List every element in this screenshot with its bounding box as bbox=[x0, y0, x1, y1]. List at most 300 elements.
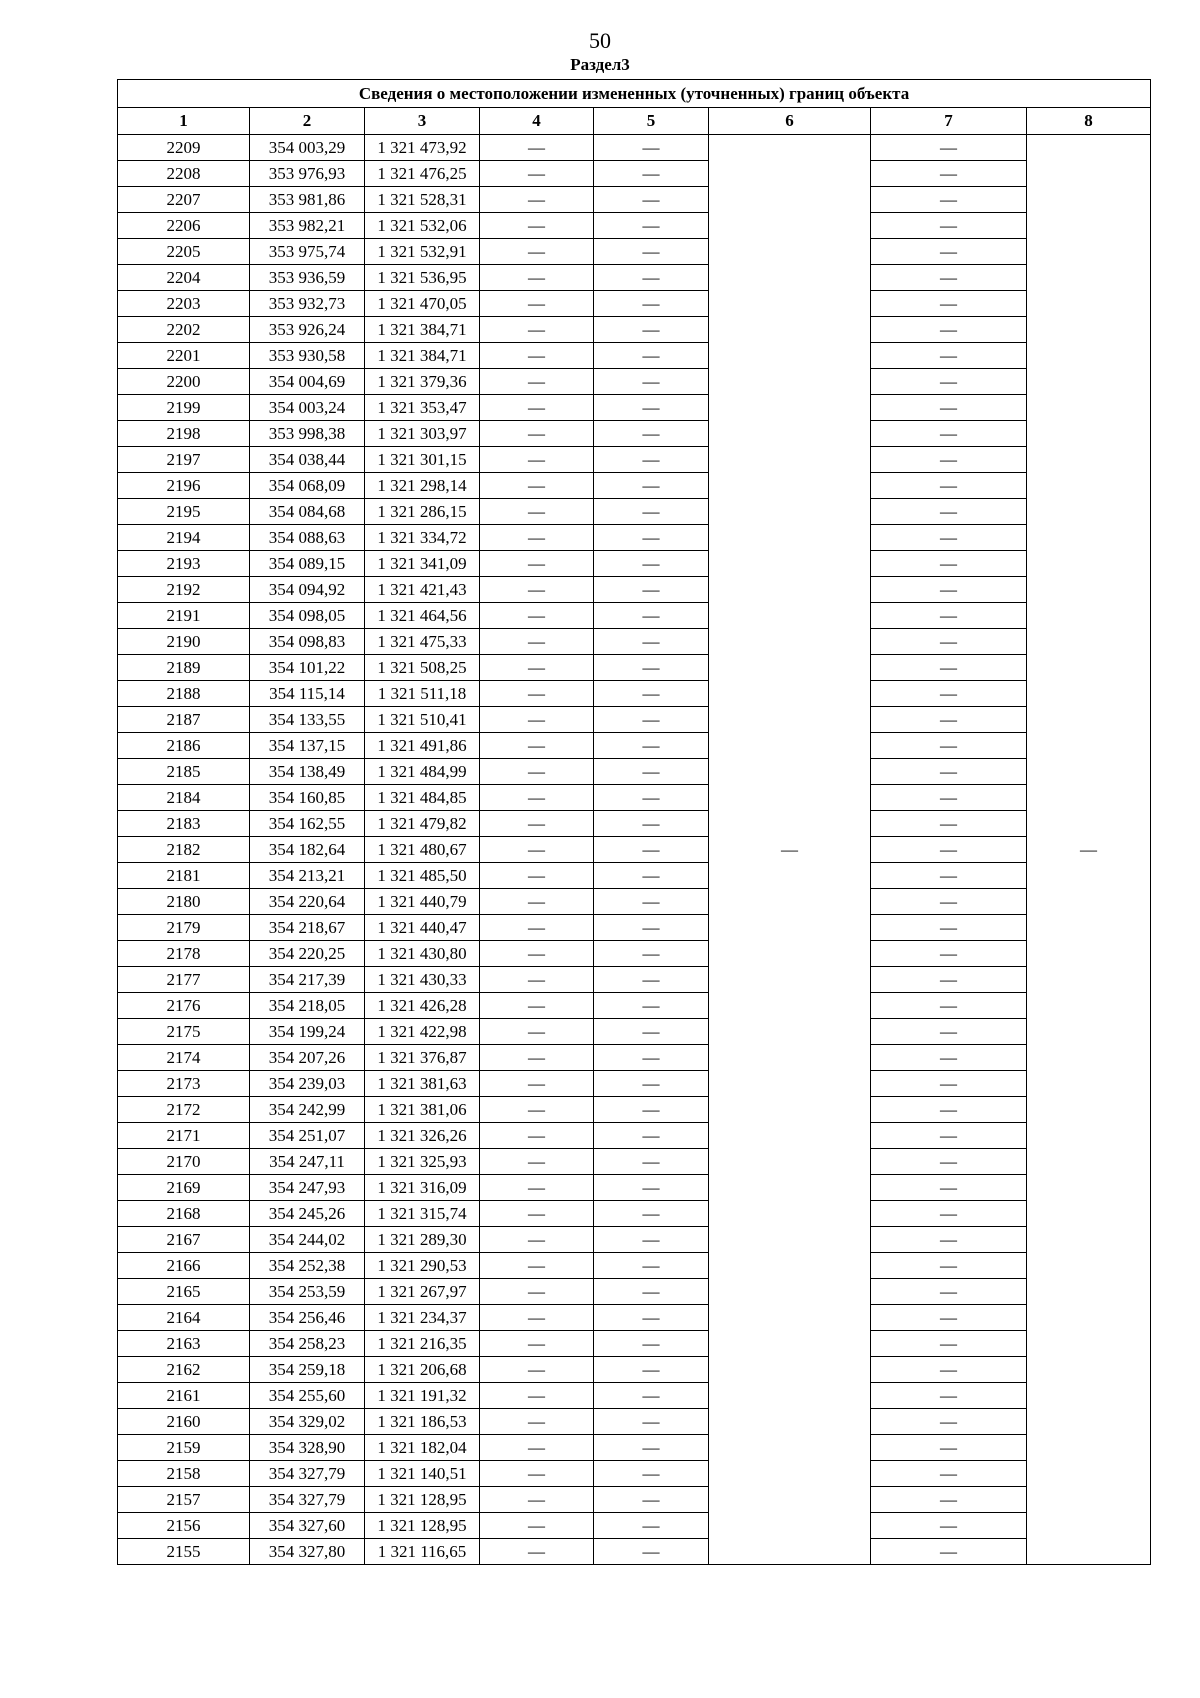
x-coordinate-cell: 354 327,79 bbox=[250, 1487, 365, 1513]
x-coordinate-cell: 354 094,92 bbox=[250, 577, 365, 603]
y-coordinate-cell: 1 321 421,43 bbox=[365, 577, 480, 603]
point-number-cell: 2168 bbox=[118, 1201, 250, 1227]
column-5-cell: — bbox=[594, 1279, 709, 1305]
column-7-cell: — bbox=[871, 213, 1027, 239]
y-coordinate-cell: 1 321 128,95 bbox=[365, 1513, 480, 1539]
column-4-cell: — bbox=[480, 577, 594, 603]
column-7-cell: — bbox=[871, 161, 1027, 187]
table-row bbox=[118, 1305, 1151, 1331]
x-coordinate-cell: 354 244,02 bbox=[250, 1227, 365, 1253]
column-4-cell: — bbox=[480, 1383, 594, 1409]
column-5-cell: — bbox=[594, 317, 709, 343]
column-4-cell: — bbox=[480, 1331, 594, 1357]
column-7-cell: — bbox=[871, 1305, 1027, 1331]
point-number-cell: 2209 bbox=[118, 135, 250, 161]
column-4-cell: — bbox=[480, 187, 594, 213]
column-5-cell: — bbox=[594, 967, 709, 993]
column-5-cell: — bbox=[594, 187, 709, 213]
point-number-cell: 2173 bbox=[118, 1071, 250, 1097]
x-coordinate-cell: 354 245,26 bbox=[250, 1201, 365, 1227]
x-coordinate-cell: 354 252,38 bbox=[250, 1253, 365, 1279]
table-row bbox=[118, 291, 1151, 317]
column-4-cell: — bbox=[480, 733, 594, 759]
y-coordinate-cell: 1 321 480,67 bbox=[365, 837, 480, 863]
table-row bbox=[118, 343, 1151, 369]
y-coordinate-cell: 1 321 301,15 bbox=[365, 447, 480, 473]
column-7-cell: — bbox=[871, 369, 1027, 395]
column-5-cell: — bbox=[594, 759, 709, 785]
y-coordinate-cell: 1 321 508,25 bbox=[365, 655, 480, 681]
column-5-cell: — bbox=[594, 785, 709, 811]
y-coordinate-cell: 1 321 426,28 bbox=[365, 993, 480, 1019]
x-coordinate-cell: 354 328,90 bbox=[250, 1435, 365, 1461]
column-5-cell: — bbox=[594, 733, 709, 759]
point-number-cell: 2179 bbox=[118, 915, 250, 941]
column-4-cell: — bbox=[480, 1305, 594, 1331]
y-coordinate-cell: 1 321 476,25 bbox=[365, 161, 480, 187]
section-title: Раздел3 bbox=[570, 55, 630, 74]
y-coordinate-cell: 1 321 289,30 bbox=[365, 1227, 480, 1253]
x-coordinate-cell: 354 239,03 bbox=[250, 1071, 365, 1097]
column-7-cell: — bbox=[871, 525, 1027, 551]
y-coordinate-cell: 1 321 430,80 bbox=[365, 941, 480, 967]
column-number: 7 bbox=[871, 108, 1027, 135]
point-number-cell: 2200 bbox=[118, 369, 250, 395]
y-coordinate-cell: 1 321 381,63 bbox=[365, 1071, 480, 1097]
point-number-cell: 2207 bbox=[118, 187, 250, 213]
x-coordinate-cell: 354 207,26 bbox=[250, 1045, 365, 1071]
table-row bbox=[118, 837, 1151, 863]
x-coordinate-cell: 353 998,38 bbox=[250, 421, 365, 447]
x-coordinate-cell: 354 137,15 bbox=[250, 733, 365, 759]
point-number-cell: 2162 bbox=[118, 1357, 250, 1383]
column-number: 4 bbox=[480, 108, 594, 135]
x-coordinate-cell: 354 218,05 bbox=[250, 993, 365, 1019]
table-row bbox=[118, 759, 1151, 785]
table-row bbox=[118, 213, 1151, 239]
column-4-cell: — bbox=[480, 1201, 594, 1227]
column-7-cell: — bbox=[871, 941, 1027, 967]
table-row bbox=[118, 993, 1151, 1019]
column-5-cell: — bbox=[594, 863, 709, 889]
x-coordinate-cell: 354 251,07 bbox=[250, 1123, 365, 1149]
y-coordinate-cell: 1 321 186,53 bbox=[365, 1409, 480, 1435]
table-row bbox=[118, 551, 1151, 577]
x-coordinate-cell: 354 098,05 bbox=[250, 603, 365, 629]
point-number-cell: 2193 bbox=[118, 551, 250, 577]
point-number-cell: 2164 bbox=[118, 1305, 250, 1331]
y-coordinate-cell: 1 321 484,85 bbox=[365, 785, 480, 811]
column-7-cell: — bbox=[871, 1435, 1027, 1461]
y-coordinate-cell: 1 321 376,87 bbox=[365, 1045, 480, 1071]
column-4-cell: — bbox=[480, 603, 594, 629]
column-4-cell: — bbox=[480, 291, 594, 317]
column-7-cell: — bbox=[871, 1513, 1027, 1539]
y-coordinate-cell: 1 321 473,92 bbox=[365, 135, 480, 161]
point-number-cell: 2170 bbox=[118, 1149, 250, 1175]
point-number-cell: 2199 bbox=[118, 395, 250, 421]
column-5-cell: — bbox=[594, 1383, 709, 1409]
y-coordinate-cell: 1 321 326,26 bbox=[365, 1123, 480, 1149]
x-coordinate-cell: 353 976,93 bbox=[250, 161, 365, 187]
point-number-cell: 2163 bbox=[118, 1331, 250, 1357]
column-number: 3 bbox=[365, 108, 480, 135]
point-number-cell: 2183 bbox=[118, 811, 250, 837]
column-4-cell: — bbox=[480, 525, 594, 551]
column-4-cell: — bbox=[480, 967, 594, 993]
column-5-cell: — bbox=[594, 369, 709, 395]
column-number: 2 bbox=[250, 108, 365, 135]
column-5-cell: — bbox=[594, 707, 709, 733]
column-7-cell: — bbox=[871, 1123, 1027, 1149]
column-4-cell: — bbox=[480, 1357, 594, 1383]
column-7-cell: — bbox=[871, 733, 1027, 759]
point-number-cell: 2157 bbox=[118, 1487, 250, 1513]
column-5-cell: — bbox=[594, 499, 709, 525]
column-5-cell: — bbox=[594, 837, 709, 863]
column-7-cell: — bbox=[871, 681, 1027, 707]
table-row bbox=[118, 447, 1151, 473]
column-7-cell: — bbox=[871, 447, 1027, 473]
column-7-cell: — bbox=[871, 265, 1027, 291]
point-number-cell: 2195 bbox=[118, 499, 250, 525]
column-7-cell: — bbox=[871, 317, 1027, 343]
y-coordinate-cell: 1 321 485,50 bbox=[365, 863, 480, 889]
column-5-cell: — bbox=[594, 1487, 709, 1513]
x-coordinate-cell: 354 220,25 bbox=[250, 941, 365, 967]
column-5-cell: — bbox=[594, 447, 709, 473]
y-coordinate-cell: 1 321 298,14 bbox=[365, 473, 480, 499]
column-7-cell: — bbox=[871, 1539, 1027, 1565]
column-number-row bbox=[118, 108, 1151, 135]
column-4-cell: — bbox=[480, 161, 594, 187]
column-7-cell: — bbox=[871, 655, 1027, 681]
column-number: 1 bbox=[118, 108, 250, 135]
column-4-cell: — bbox=[480, 707, 594, 733]
point-number-cell: 2197 bbox=[118, 447, 250, 473]
table-row bbox=[118, 629, 1151, 655]
point-number-cell: 2177 bbox=[118, 967, 250, 993]
column-5-cell: — bbox=[594, 161, 709, 187]
table-row bbox=[118, 889, 1151, 915]
column-7-cell: — bbox=[871, 785, 1027, 811]
column-4-cell: — bbox=[480, 551, 594, 577]
column-5-cell: — bbox=[594, 993, 709, 1019]
point-number-cell: 2202 bbox=[118, 317, 250, 343]
table-row bbox=[118, 1357, 1151, 1383]
table-caption: Сведения о местоположении измененных (уточненных) границ объекта bbox=[118, 80, 1151, 108]
table-row bbox=[118, 1539, 1151, 1565]
table-row bbox=[118, 863, 1151, 889]
x-coordinate-cell: 354 003,29 bbox=[250, 135, 365, 161]
column-4-cell: — bbox=[480, 915, 594, 941]
column-4-cell: — bbox=[480, 343, 594, 369]
column-5-cell: — bbox=[594, 915, 709, 941]
table-row bbox=[118, 1331, 1151, 1357]
column-5-cell: — bbox=[594, 1019, 709, 1045]
point-number-cell: 2182 bbox=[118, 837, 250, 863]
column-7-cell: — bbox=[871, 421, 1027, 447]
y-coordinate-cell: 1 321 440,47 bbox=[365, 915, 480, 941]
table-row bbox=[118, 421, 1151, 447]
column-5-cell: — bbox=[594, 525, 709, 551]
point-number-cell: 2203 bbox=[118, 291, 250, 317]
column-7-cell: — bbox=[871, 629, 1027, 655]
column-7-cell: — bbox=[871, 915, 1027, 941]
column-7-cell: — bbox=[871, 707, 1027, 733]
column-4-cell: — bbox=[480, 1513, 594, 1539]
column-7-cell: — bbox=[871, 1279, 1027, 1305]
y-coordinate-cell: 1 321 430,33 bbox=[365, 967, 480, 993]
column-5-cell: — bbox=[594, 343, 709, 369]
column-7-cell: — bbox=[871, 889, 1027, 915]
table-row bbox=[118, 811, 1151, 837]
column-4-cell: — bbox=[480, 395, 594, 421]
x-coordinate-cell: 354 329,02 bbox=[250, 1409, 365, 1435]
table-row bbox=[118, 1253, 1151, 1279]
point-number-cell: 2206 bbox=[118, 213, 250, 239]
point-number-cell: 2166 bbox=[118, 1253, 250, 1279]
y-coordinate-cell: 1 321 116,65 bbox=[365, 1539, 480, 1565]
column-4-cell: — bbox=[480, 369, 594, 395]
column-7-cell: — bbox=[871, 187, 1027, 213]
x-coordinate-cell: 354 162,55 bbox=[250, 811, 365, 837]
column-8-merged-cell: — bbox=[1027, 135, 1151, 1565]
column-4-cell: — bbox=[480, 655, 594, 681]
point-number-cell: 2167 bbox=[118, 1227, 250, 1253]
column-7-cell: — bbox=[871, 395, 1027, 421]
column-7-cell: — bbox=[871, 1383, 1027, 1409]
table-row bbox=[118, 577, 1151, 603]
x-coordinate-cell: 354 255,60 bbox=[250, 1383, 365, 1409]
column-4-cell: — bbox=[480, 421, 594, 447]
point-number-cell: 2181 bbox=[118, 863, 250, 889]
column-7-cell: — bbox=[871, 577, 1027, 603]
column-7-cell: — bbox=[871, 291, 1027, 317]
column-5-cell: — bbox=[594, 421, 709, 447]
table-row bbox=[118, 1409, 1151, 1435]
column-4-cell: — bbox=[480, 317, 594, 343]
column-4-cell: — bbox=[480, 1539, 594, 1565]
column-6-merged-cell: — bbox=[709, 135, 871, 1565]
column-7-cell: — bbox=[871, 1331, 1027, 1357]
column-4-cell: — bbox=[480, 1175, 594, 1201]
table-row bbox=[118, 1435, 1151, 1461]
table-row bbox=[118, 1097, 1151, 1123]
table-row bbox=[118, 239, 1151, 265]
column-7-cell: — bbox=[871, 1357, 1027, 1383]
column-5-cell: — bbox=[594, 1123, 709, 1149]
column-5-cell: — bbox=[594, 1305, 709, 1331]
column-7-cell: — bbox=[871, 1227, 1027, 1253]
column-7-cell: — bbox=[871, 473, 1027, 499]
y-coordinate-cell: 1 321 528,31 bbox=[365, 187, 480, 213]
x-coordinate-cell: 354 253,59 bbox=[250, 1279, 365, 1305]
table-row bbox=[118, 161, 1151, 187]
table-row bbox=[118, 967, 1151, 993]
column-7-cell: — bbox=[871, 967, 1027, 993]
column-5-cell: — bbox=[594, 1175, 709, 1201]
column-4-cell: — bbox=[480, 239, 594, 265]
table-body bbox=[118, 135, 1151, 1565]
column-4-cell: — bbox=[480, 1123, 594, 1149]
column-4-cell: — bbox=[480, 1253, 594, 1279]
table-row bbox=[118, 941, 1151, 967]
x-coordinate-cell: 353 930,58 bbox=[250, 343, 365, 369]
x-coordinate-cell: 354 258,23 bbox=[250, 1331, 365, 1357]
y-coordinate-cell: 1 321 491,86 bbox=[365, 733, 480, 759]
column-5-cell: — bbox=[594, 577, 709, 603]
column-5-cell: — bbox=[594, 213, 709, 239]
column-7-cell: — bbox=[871, 1175, 1027, 1201]
y-coordinate-cell: 1 321 234,37 bbox=[365, 1305, 480, 1331]
column-4-cell: — bbox=[480, 447, 594, 473]
column-4-cell: — bbox=[480, 1461, 594, 1487]
column-4-cell: — bbox=[480, 785, 594, 811]
column-5-cell: — bbox=[594, 889, 709, 915]
point-number-cell: 2196 bbox=[118, 473, 250, 499]
table-row bbox=[118, 473, 1151, 499]
table-row bbox=[118, 915, 1151, 941]
column-5-cell: — bbox=[594, 239, 709, 265]
column-7-cell: — bbox=[871, 135, 1027, 161]
y-coordinate-cell: 1 321 381,06 bbox=[365, 1097, 480, 1123]
table-row bbox=[118, 1045, 1151, 1071]
y-coordinate-cell: 1 321 341,09 bbox=[365, 551, 480, 577]
column-7-cell: — bbox=[871, 863, 1027, 889]
column-4-cell: — bbox=[480, 1435, 594, 1461]
y-coordinate-cell: 1 321 315,74 bbox=[365, 1201, 480, 1227]
x-coordinate-cell: 354 242,99 bbox=[250, 1097, 365, 1123]
x-coordinate-cell: 354 327,79 bbox=[250, 1461, 365, 1487]
column-7-cell: — bbox=[871, 1019, 1027, 1045]
point-number-cell: 2192 bbox=[118, 577, 250, 603]
column-5-cell: — bbox=[594, 629, 709, 655]
table-row bbox=[118, 707, 1151, 733]
table-row bbox=[118, 369, 1151, 395]
column-5-cell: — bbox=[594, 265, 709, 291]
table-row bbox=[118, 1487, 1151, 1513]
x-coordinate-cell: 354 256,46 bbox=[250, 1305, 365, 1331]
column-7-cell: — bbox=[871, 239, 1027, 265]
column-5-cell: — bbox=[594, 1045, 709, 1071]
column-5-cell: — bbox=[594, 1409, 709, 1435]
x-coordinate-cell: 354 160,85 bbox=[250, 785, 365, 811]
x-coordinate-cell: 354 133,55 bbox=[250, 707, 365, 733]
column-7-cell: — bbox=[871, 603, 1027, 629]
column-7-cell: — bbox=[871, 1409, 1027, 1435]
x-coordinate-cell: 353 936,59 bbox=[250, 265, 365, 291]
page-number: 50 bbox=[589, 28, 611, 53]
point-number-cell: 2159 bbox=[118, 1435, 250, 1461]
column-7-cell: — bbox=[871, 1487, 1027, 1513]
column-4-cell: — bbox=[480, 1019, 594, 1045]
x-coordinate-cell: 354 089,15 bbox=[250, 551, 365, 577]
table-row bbox=[118, 1175, 1151, 1201]
column-4-cell: — bbox=[480, 993, 594, 1019]
table-row bbox=[118, 681, 1151, 707]
y-coordinate-cell: 1 321 475,33 bbox=[365, 629, 480, 655]
table-row bbox=[118, 1071, 1151, 1097]
column-4-cell: — bbox=[480, 135, 594, 161]
y-coordinate-cell: 1 321 267,97 bbox=[365, 1279, 480, 1305]
point-number-cell: 2169 bbox=[118, 1175, 250, 1201]
x-coordinate-cell: 354 218,67 bbox=[250, 915, 365, 941]
point-number-cell: 2176 bbox=[118, 993, 250, 1019]
column-7-cell: — bbox=[871, 759, 1027, 785]
point-number-cell: 2165 bbox=[118, 1279, 250, 1305]
column-4-cell: — bbox=[480, 473, 594, 499]
x-coordinate-cell: 354 199,24 bbox=[250, 1019, 365, 1045]
x-coordinate-cell: 354 327,80 bbox=[250, 1539, 365, 1565]
column-4-cell: — bbox=[480, 499, 594, 525]
column-4-cell: — bbox=[480, 1045, 594, 1071]
y-coordinate-cell: 1 321 286,15 bbox=[365, 499, 480, 525]
table-row bbox=[118, 1149, 1151, 1175]
column-4-cell: — bbox=[480, 681, 594, 707]
point-number-cell: 2161 bbox=[118, 1383, 250, 1409]
point-number-cell: 2171 bbox=[118, 1123, 250, 1149]
table-row bbox=[118, 1461, 1151, 1487]
table-row bbox=[118, 317, 1151, 343]
column-5-cell: — bbox=[594, 135, 709, 161]
y-coordinate-cell: 1 321 216,35 bbox=[365, 1331, 480, 1357]
column-4-cell: — bbox=[480, 213, 594, 239]
table-row bbox=[118, 1227, 1151, 1253]
x-coordinate-cell: 354 182,64 bbox=[250, 837, 365, 863]
x-coordinate-cell: 354 327,60 bbox=[250, 1513, 365, 1539]
x-coordinate-cell: 354 217,39 bbox=[250, 967, 365, 993]
x-coordinate-cell: 354 247,93 bbox=[250, 1175, 365, 1201]
column-number: 6 bbox=[709, 108, 871, 135]
point-number-cell: 2155 bbox=[118, 1539, 250, 1565]
column-7-cell: — bbox=[871, 811, 1027, 837]
y-coordinate-cell: 1 321 479,82 bbox=[365, 811, 480, 837]
x-coordinate-cell: 354 138,49 bbox=[250, 759, 365, 785]
x-coordinate-cell: 354 088,63 bbox=[250, 525, 365, 551]
x-coordinate-cell: 354 098,83 bbox=[250, 629, 365, 655]
table-row bbox=[118, 1201, 1151, 1227]
point-number-cell: 2175 bbox=[118, 1019, 250, 1045]
x-coordinate-cell: 354 003,24 bbox=[250, 395, 365, 421]
column-5-cell: — bbox=[594, 1071, 709, 1097]
column-5-cell: — bbox=[594, 655, 709, 681]
x-coordinate-cell: 353 981,86 bbox=[250, 187, 365, 213]
point-number-cell: 2187 bbox=[118, 707, 250, 733]
table-row bbox=[118, 733, 1151, 759]
point-number-cell: 2194 bbox=[118, 525, 250, 551]
y-coordinate-cell: 1 321 464,56 bbox=[365, 603, 480, 629]
point-number-cell: 2178 bbox=[118, 941, 250, 967]
column-4-cell: — bbox=[480, 837, 594, 863]
x-coordinate-cell: 354 115,14 bbox=[250, 681, 365, 707]
y-coordinate-cell: 1 321 206,68 bbox=[365, 1357, 480, 1383]
column-7-cell: — bbox=[871, 499, 1027, 525]
point-number-cell: 2172 bbox=[118, 1097, 250, 1123]
table-row bbox=[118, 655, 1151, 681]
x-coordinate-cell: 354 247,11 bbox=[250, 1149, 365, 1175]
coordinates-table bbox=[117, 79, 1151, 1565]
point-number-cell: 2204 bbox=[118, 265, 250, 291]
column-4-cell: — bbox=[480, 265, 594, 291]
point-number-cell: 2191 bbox=[118, 603, 250, 629]
point-number-cell: 2189 bbox=[118, 655, 250, 681]
column-5-cell: — bbox=[594, 291, 709, 317]
y-coordinate-cell: 1 321 353,47 bbox=[365, 395, 480, 421]
point-number-cell: 2186 bbox=[118, 733, 250, 759]
column-7-cell: — bbox=[871, 1149, 1027, 1175]
column-5-cell: — bbox=[594, 1357, 709, 1383]
